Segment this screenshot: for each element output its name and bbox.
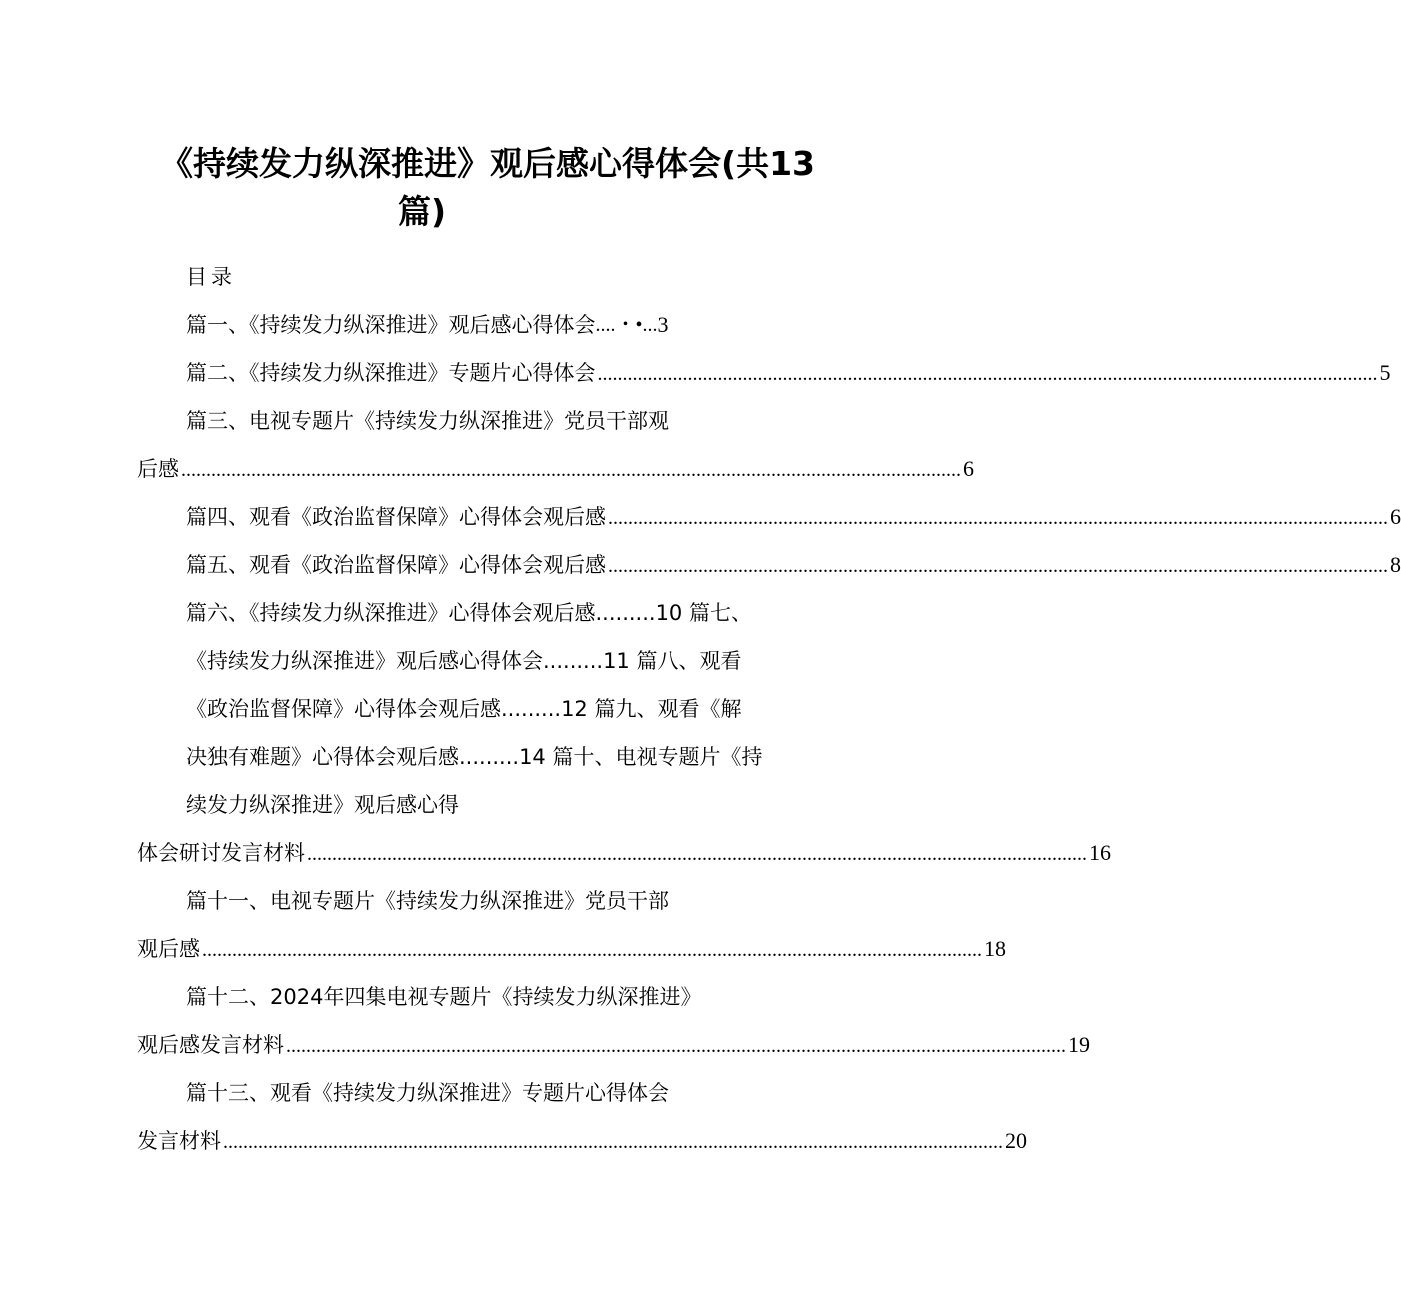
toc-entry-dots: ............................................................................................................................................................: [307, 843, 1087, 865]
title-line-1: 《持续发力纵深推进》观后感心得体会(共13: [160, 144, 816, 183]
toc-entry-dots: ....・•...: [595, 314, 658, 336]
toc-entry-dots: ............................................................................................................................................................: [608, 507, 1388, 529]
toc-run-line-2[interactable]: 《持续发力纵深推进》观后感心得体会.........11 篇八、观看: [186, 649, 742, 673]
toc-run-line-4[interactable]: 决独有难题》心得体会观后感.........14 篇十、电视专题片《持: [186, 745, 763, 769]
toc-entry-page: 8: [1390, 552, 1401, 577]
toc-entry-12[interactable]: [186, 982, 701, 1012]
toc-entry-dots: ............................................................................................................................................................: [181, 459, 961, 481]
toc-entry-page: 18: [984, 936, 1006, 961]
toc-entry-text: 篇二、《持续发力纵深推进》专题片心得体会: [186, 361, 596, 385]
toc-entry-text-cont: 后感: [137, 457, 179, 481]
toc-heading: 目录: [186, 265, 236, 289]
toc-entry-5[interactable]: [186, 550, 1401, 581]
toc-entry-10-cont[interactable]: [137, 838, 1111, 869]
toc-entry-text: 篇四、观看《政治监督保障》心得体会观后感: [186, 505, 606, 529]
toc-entry-text: 篇三、电视专题片《持续发力纵深推进》党员干部观: [186, 409, 669, 433]
document-title: [150, 140, 830, 236]
toc-entry-text: 篇十二、2024年四集电视专题片《持续发力纵深推进》: [186, 985, 702, 1009]
title-line-2: 篇): [398, 192, 447, 231]
toc-entry-text: 体会研讨发言材料: [137, 841, 305, 865]
toc-entry-dots: ............................................................................................................................................................: [202, 939, 982, 961]
toc-entry-12-cont[interactable]: [137, 1030, 1090, 1061]
toc-entry-text-cont: 发言材料: [137, 1129, 221, 1153]
toc-entry-dots: ............................................................................................................................................................: [286, 1035, 1066, 1057]
toc-entry-page: 6: [963, 456, 974, 481]
toc-entry-2[interactable]: [186, 358, 1391, 389]
toc-entry-text: 篇十一、电视专题片《持续发力纵深推进》党员干部: [186, 889, 669, 913]
toc-entry-4[interactable]: [186, 502, 1401, 533]
toc-entry-page: 5: [1379, 360, 1391, 385]
toc-entry-text: 篇十三、观看《持续发力纵深推进》专题片心得体会: [186, 1081, 669, 1105]
toc-entry-text: 篇一、《持续发力纵深推进》观后感心得体会: [186, 313, 596, 337]
toc-run-line-5[interactable]: 续发力纵深推进》观后感心得: [186, 793, 459, 817]
toc-entry-page: 20: [1005, 1128, 1027, 1153]
toc-entry-1[interactable]: [186, 310, 669, 340]
toc-entry-text-cont: 观后感发言材料: [137, 1033, 284, 1057]
toc-entry-3[interactable]: [186, 406, 669, 436]
toc-entry-text: 篇五、观看《政治监督保障》心得体会观后感: [186, 553, 606, 577]
toc-entry-dots: ............................................................................................................................................................: [608, 555, 1388, 577]
toc-entry-page: 19: [1068, 1032, 1090, 1057]
toc-entry-page: 3: [657, 312, 669, 337]
toc-entry-11-cont[interactable]: [137, 934, 1006, 965]
toc-entry-page: 16: [1089, 840, 1111, 865]
toc-entry-3-cont[interactable]: [137, 454, 974, 485]
toc-entry-13[interactable]: [186, 1078, 669, 1108]
toc-entry-text-cont: 观后感: [137, 937, 200, 961]
toc-run-line-1[interactable]: 篇六、《持续发力纵深推进》心得体会观后感.........10 篇七、: [186, 601, 752, 625]
toc-entry-dots: ............................................................................................................................................................: [223, 1131, 1003, 1153]
toc-entry-13-cont[interactable]: [137, 1126, 1027, 1157]
toc-entry-page: 6: [1390, 504, 1401, 529]
toc-run-line-3[interactable]: 《政治监督保障》心得体会观后感.........12 篇九、观看《解: [186, 697, 742, 721]
toc-entry-11[interactable]: [186, 886, 669, 916]
toc-entry-dots: ............................................................................................................................................................: [597, 363, 1378, 385]
